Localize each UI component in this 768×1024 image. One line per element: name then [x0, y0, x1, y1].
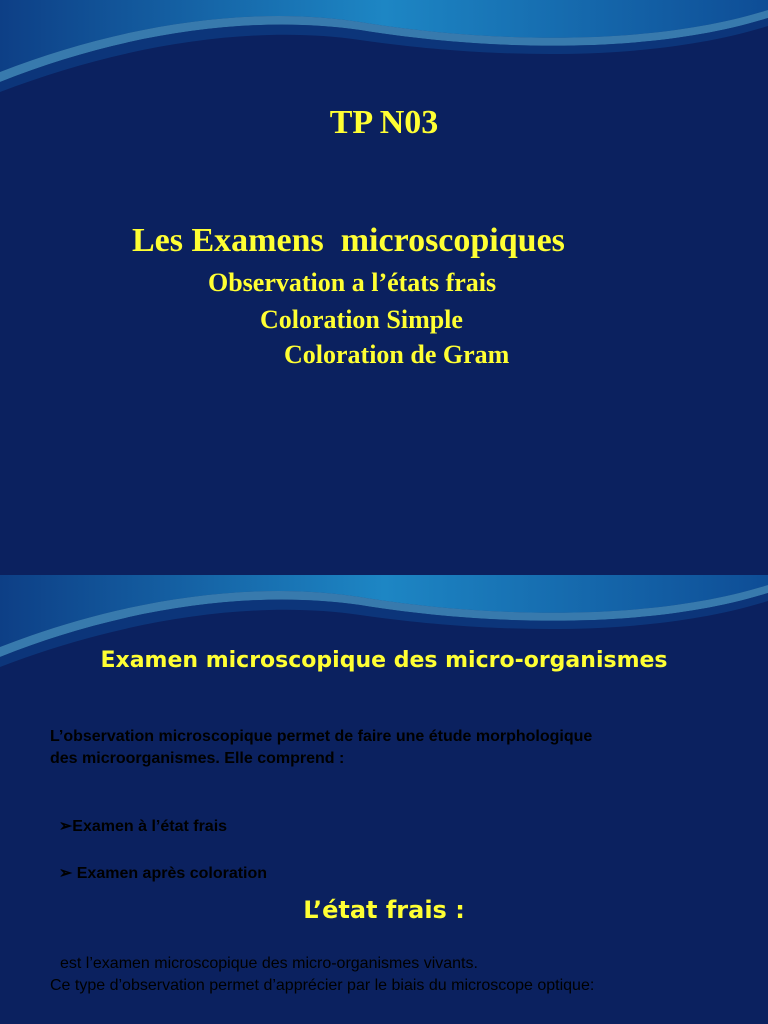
arrow-bullet-icon: ➢ — [58, 818, 73, 835]
section-heading: Examen microscopique des micro-organismes — [100, 648, 668, 673]
intro-text-line: des microorganismes. Elle comprend : — [50, 750, 345, 767]
section-subheading: L’état frais : — [303, 896, 465, 924]
slide-title-tp: TP N03 — [329, 104, 439, 141]
wave-decoration — [0, 0, 768, 95]
bullet-item — [50, 794, 227, 838]
body-text-line: est l’examen microscopique des micro-organismes vivants. — [60, 955, 478, 972]
arrow-bullet-icon: ➢ — [58, 865, 73, 882]
subtitle-line: Observation a l’états frais — [208, 268, 497, 297]
slide-main-heading: Les Examens microscopiques — [132, 222, 565, 259]
bullet-text: Examen après coloration — [72, 865, 268, 882]
intro-text-line: L’observation microscopique permet de faire une étude morphologique — [50, 728, 593, 745]
subtitle-line: Coloration Simple — [260, 305, 463, 334]
bullet-item — [50, 841, 267, 885]
body-text-line: Ce type d’observation permet d’apprécier par le biais du microscope optique: — [50, 977, 595, 994]
bullet-text: Examen à l’état frais — [72, 818, 228, 835]
subtitle-line: Coloration de Gram — [284, 340, 510, 369]
